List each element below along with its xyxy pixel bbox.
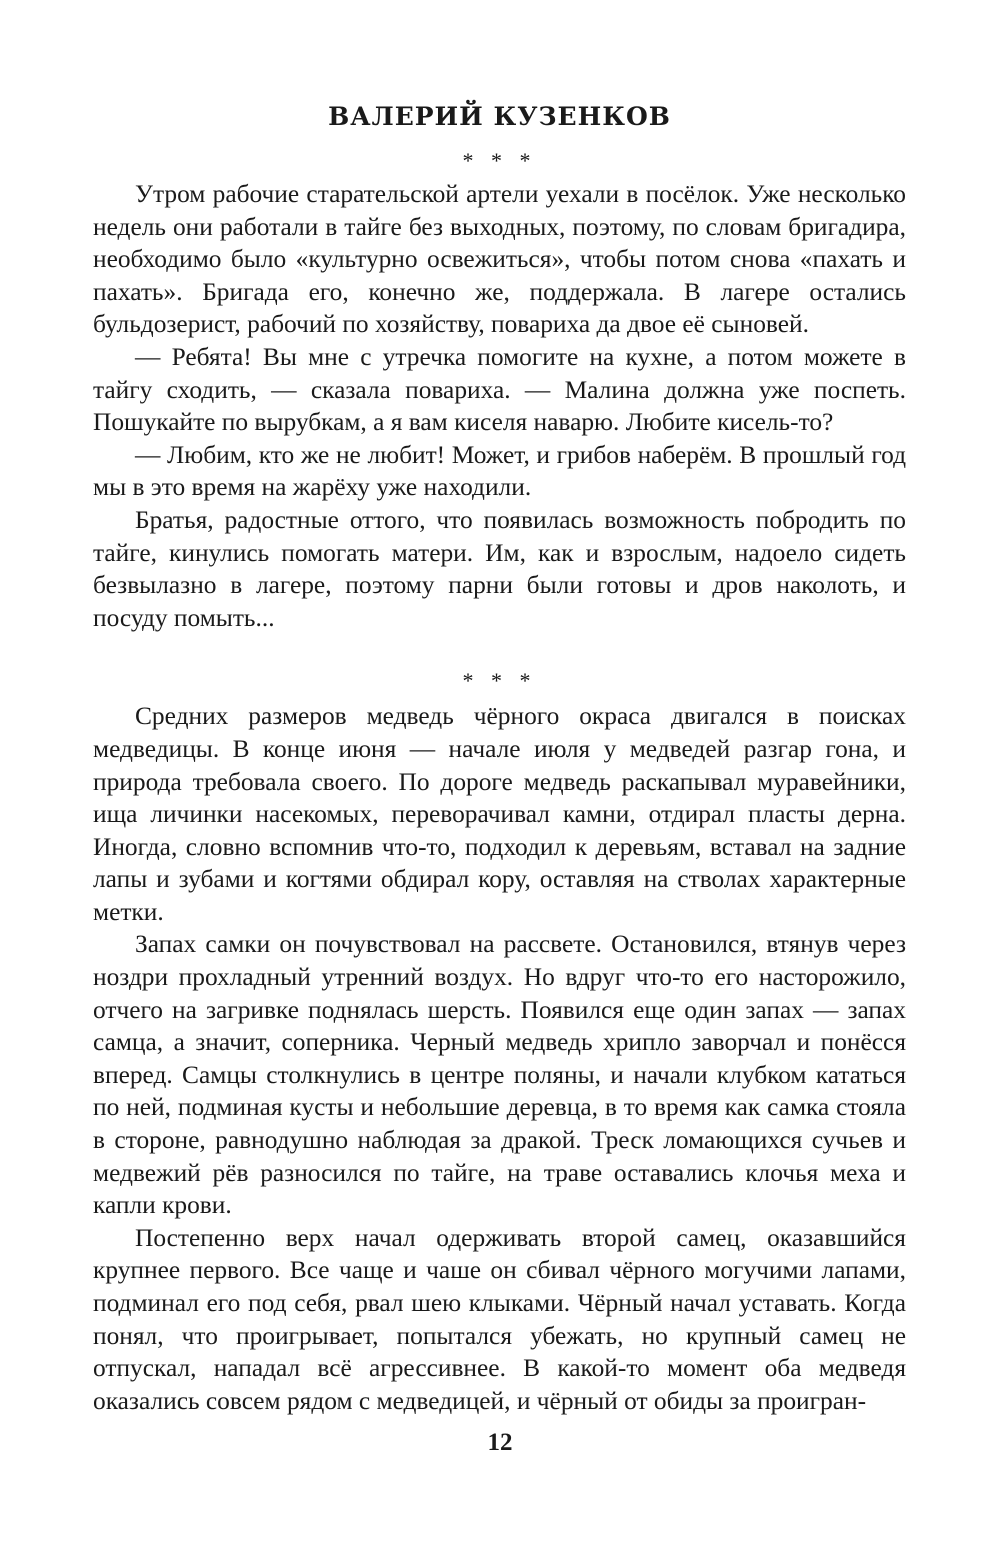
paragraph: Братья, радостные оттого, что появилась возможность побродить по тайге, кинулись помогать матери. Им, как и взрослым, надоело сидеть безвылазно в лагере, поэтому парни были готовы и дров наколоть, и посуду помыть... xyxy=(93,505,906,632)
paragraph: Средних размеров медведь чёрного окраса двигался в поисках медведицы. В конце июня — начале июля у медведей разгар гона, и природа требовала своего. По дороге медведь раскапывал муравейники, ища личинки насекомых, переворачивал камни, отдирал пласты дерна. Иногда, словно вспомнив что-то, подходил к деревьям, вставал на задние лапы и зубами и когтями обдирал кору, оставляя на стволах характерные метки. xyxy=(93,702,906,926)
paragraph-dialogue: — Ребята! Вы мне с утречка помогите на кухне, а потом можете в тайгу сходить, — сказала повариха. — Малина должна уже поспеть. Пошукайте по вырубкам, а я вам киселя наварю. Любите кисель-то? xyxy=(93,342,906,437)
paragraph-dialogue: — Любим, кто же не любит! Может, и грибов наберём. В прошлый год мы в это время на жарёху уже находили. xyxy=(93,440,906,502)
section-separator: * * * xyxy=(462,148,537,173)
section-separator: * * * xyxy=(462,668,537,694)
paragraph: Запах самки он почувствовал на рассвете. Остановился, втянув через ноздри прохладный утренний воздух. Но вдруг что-то его насторожило, отчего на загривке поднялась шерсть. Появился еще один запах — запах самца, а значит, соперника. Черный медведь хрипло заворчал и понёсся вперед. Самцы столкнулись в центре поляны, и начали клубком кататься по ней, подминая кусты и небольшие деревца, в то время как самка стояла в стороне, равнодушно наблюдая за дракой. Треск ломающихся сучьев и медвежий рёв разносился по тайге, на траве оставались клочья меха и капли крови. xyxy=(93,930,906,1220)
paragraph: Утром рабочие старательской артели уехали в посёлок. Уже несколько недель они работали в тайге без выходных, поэтому, по словам бригадира, необходимо было «культурно освежиться», чтобы потом снова «пахать и пахать». Бригада его, конечно же, поддержала. В лагере остались бульдозерист, рабочий по хозяйству, повариха да двое её сыновей. xyxy=(93,180,906,339)
page-body xyxy=(93,100,906,1417)
paragraph: Постепенно верх начал одерживать второй самец, оказавшийся крупнее первого. Все чаще и чаше он сбивал чёрного могучими лапами, подминал его под себя, рвал шею клыками. Чёрный начал уставать. Когда понял, что проигрывает, попытался убежать, но крупный самец не отпускал, нападал всё агрессивнее. В какой-то момент оба медведя оказались совсем рядом с медведицей, и чёрный от обиды за проигран- xyxy=(93,1223,906,1415)
page-number: 12 xyxy=(487,1429,513,1456)
running-header-author: ВАЛЕРИЙ КУЗЕНКОВ xyxy=(328,102,671,131)
